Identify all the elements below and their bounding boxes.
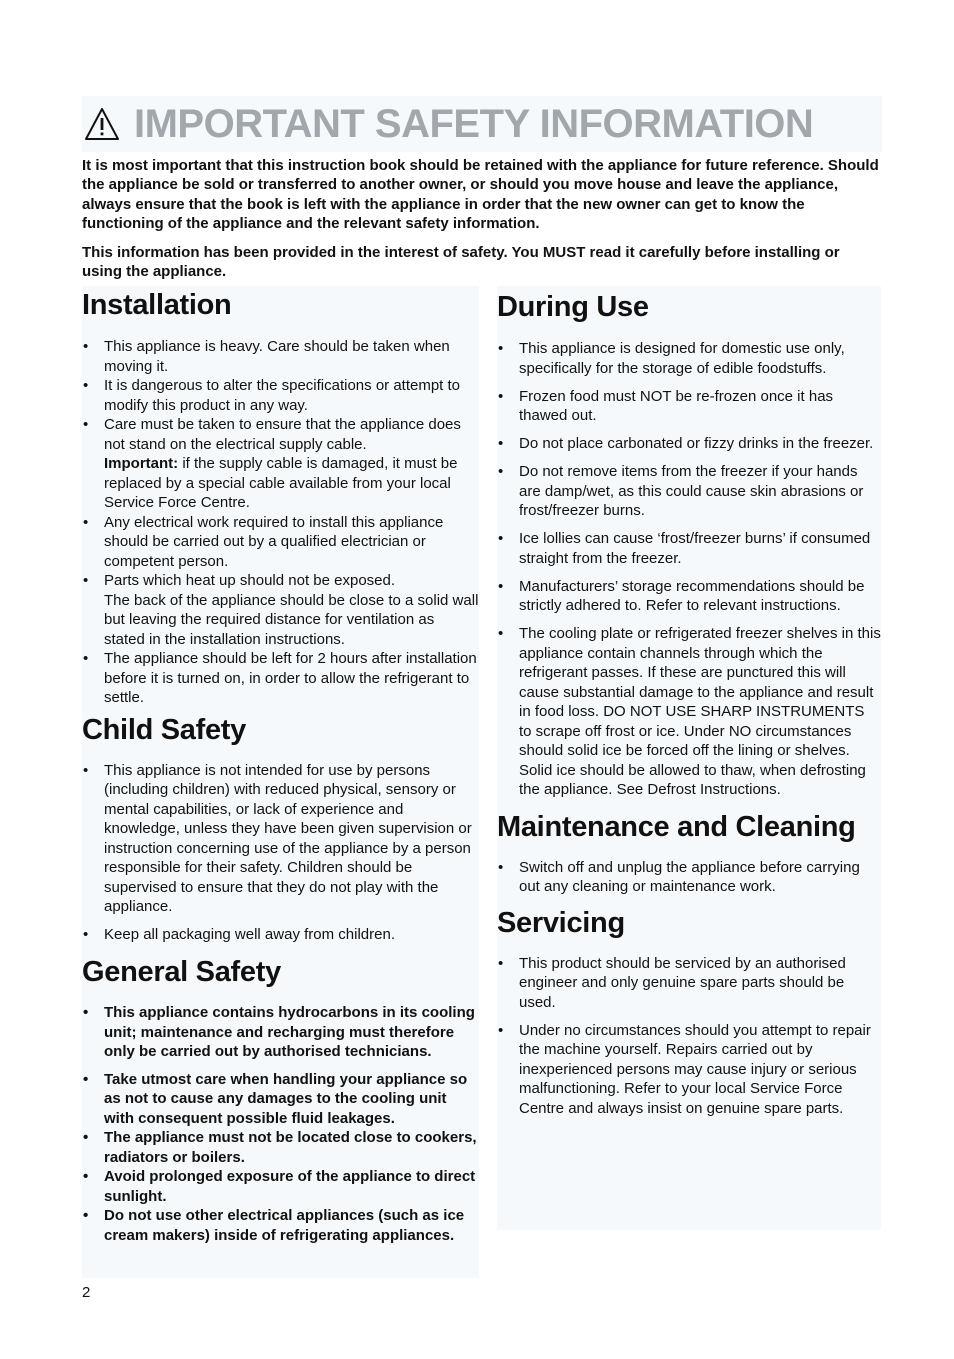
installation-heading: Installation (82, 289, 232, 321)
list-item: • Do not remove items from the freezer if your hands are damp/wet, as this could cause skin abrasions or frost/freezer burns. (497, 462, 881, 521)
list-item: • Do not place carbonated or fizzy drinks in the freezer. (497, 434, 881, 454)
child-safety-heading: Child Safety (82, 713, 246, 746)
list-item: • This appliance is heavy. Care should be taken when moving it. (82, 337, 479, 376)
during-use-list (497, 339, 881, 800)
title-bar (82, 96, 882, 152)
left-column (82, 286, 479, 1278)
intro-paragraph-2: This information has been provided in the interest of safety. You MUST read it carefully before installing or using the appliance. (82, 244, 840, 281)
page-title: IMPORTANT SAFETY INFORMATION (134, 101, 814, 146)
list-item: • This appliance is not intended for use by persons (including children) with reduced physical, sensory or mental capabilities, or lack of experience and knowledge, unless they have been given supervision or instruction concerning use of the appliance by a person responsible for their safety. Children should be supervised to ensure that they do not play with the appliance. (82, 761, 479, 917)
list-item: • Switch off and unplug the appliance before carrying out any cleaning or maintenance work. (497, 858, 881, 897)
list-item-text: Parts which heat up should not be exposed. (104, 572, 396, 589)
list-item: • The cooling plate or refrigerated freezer shelves in this appliance contain channels through which the refrigerant passes. If these are punctured this will cause substantial damage to the appliance and result in food loss. DO NOT USE SHARP INSTRUMENTS to scrape off frost or ice. Under NO circumstances should solid ice be forced off the lining or shelves. Solid ice should be allowed to thaw, when defrosting the appliance. See Defrost Instructions. (497, 624, 881, 800)
intro-paragraph-1: It is most important that this instruction book should be retained with the appliance for future reference. Should the appliance be sold or transferred to another owner, or should you move house and leave the appliance, always ensure that the book is left with the appliance in order that the new owner can get to know the functioning of the appliance and the relevant safety information. (82, 157, 879, 233)
during-use-heading: During Use (497, 291, 649, 323)
list-item: • Avoid prolonged exposure of the appliance to direct sunlight. (82, 1167, 479, 1206)
servicing-list (497, 954, 881, 1119)
important-text: if the supply cable is damaged, it must be replaced by a special cable available from your local Service Force Centre. (104, 455, 458, 511)
list-item: • Take utmost care when handling your appliance so as not to cause any damages to the cooling unit with consequent possible fluid leakages. (82, 1070, 479, 1129)
list-item: • Ice lollies can cause ‘frost/freezer burns’ if consumed straight from the freezer. (497, 529, 881, 568)
list-item: • Any electrical work required to install this appliance should be carried out by a qualified electrician or competent person. (82, 513, 479, 572)
list-item: • This appliance contains hydrocarbons in its cooling unit; maintenance and recharging must therefore only be carried out by authorised technicians. (82, 1003, 479, 1062)
list-item (82, 571, 479, 649)
list-item (82, 415, 479, 513)
important-label: Important: (104, 455, 179, 472)
list-item: • Frozen food must NOT be re-frozen once it has thawed out. (497, 387, 881, 426)
servicing-heading: Servicing (497, 906, 625, 939)
warning-triangle-icon (84, 106, 120, 142)
right-column (497, 286, 881, 1230)
page-number: 2 (82, 1284, 91, 1301)
list-item: • Keep all packaging well away from children. (82, 925, 479, 945)
list-item: • Under no circumstances should you attempt to repair the machine yourself. Repairs carried out by inexperienced persons may cause injury or serious malfunctioning. Refer to your local Service Force Centre and always insist on genuine spare parts. (497, 1021, 881, 1119)
list-item: • Do not use other electrical appliances (such as ice cream makers) inside of refrigerating appliances. (82, 1206, 479, 1245)
general-safety-list (82, 1003, 479, 1245)
child-safety-list (82, 761, 479, 945)
list-item-continuation: The back of the appliance should be close to a solid wall but leaving the required distance for ventilation as stated in the installation instructions. (104, 591, 479, 648)
maintenance-list (497, 858, 881, 897)
general-safety-heading: General Safety (82, 956, 281, 988)
maintenance-heading: Maintenance and Cleaning (497, 810, 856, 843)
list-item: • This appliance is designed for domestic use only, specifically for the storage of edible foodstuffs. (497, 339, 881, 378)
list-item: • The appliance must not be located close to cookers, radiators or boilers. (82, 1128, 479, 1167)
list-item-text: Care must be taken to ensure that the appliance does not stand on the electrical supply cable. (104, 416, 461, 453)
installation-list (82, 337, 479, 708)
list-item: • The appliance should be left for 2 hours after installation before it is turned on, in order to allow the refrigerant to settle. (82, 649, 479, 708)
list-item: • Manufacturers’ storage recommendations should be strictly adhered to. Refer to relevant instructions. (497, 577, 881, 616)
list-item: • It is dangerous to alter the specifications or attempt to modify this product in any way. (82, 376, 479, 415)
list-item: • This product should be serviced by an authorised engineer and only genuine spare parts should be used. (497, 954, 881, 1013)
